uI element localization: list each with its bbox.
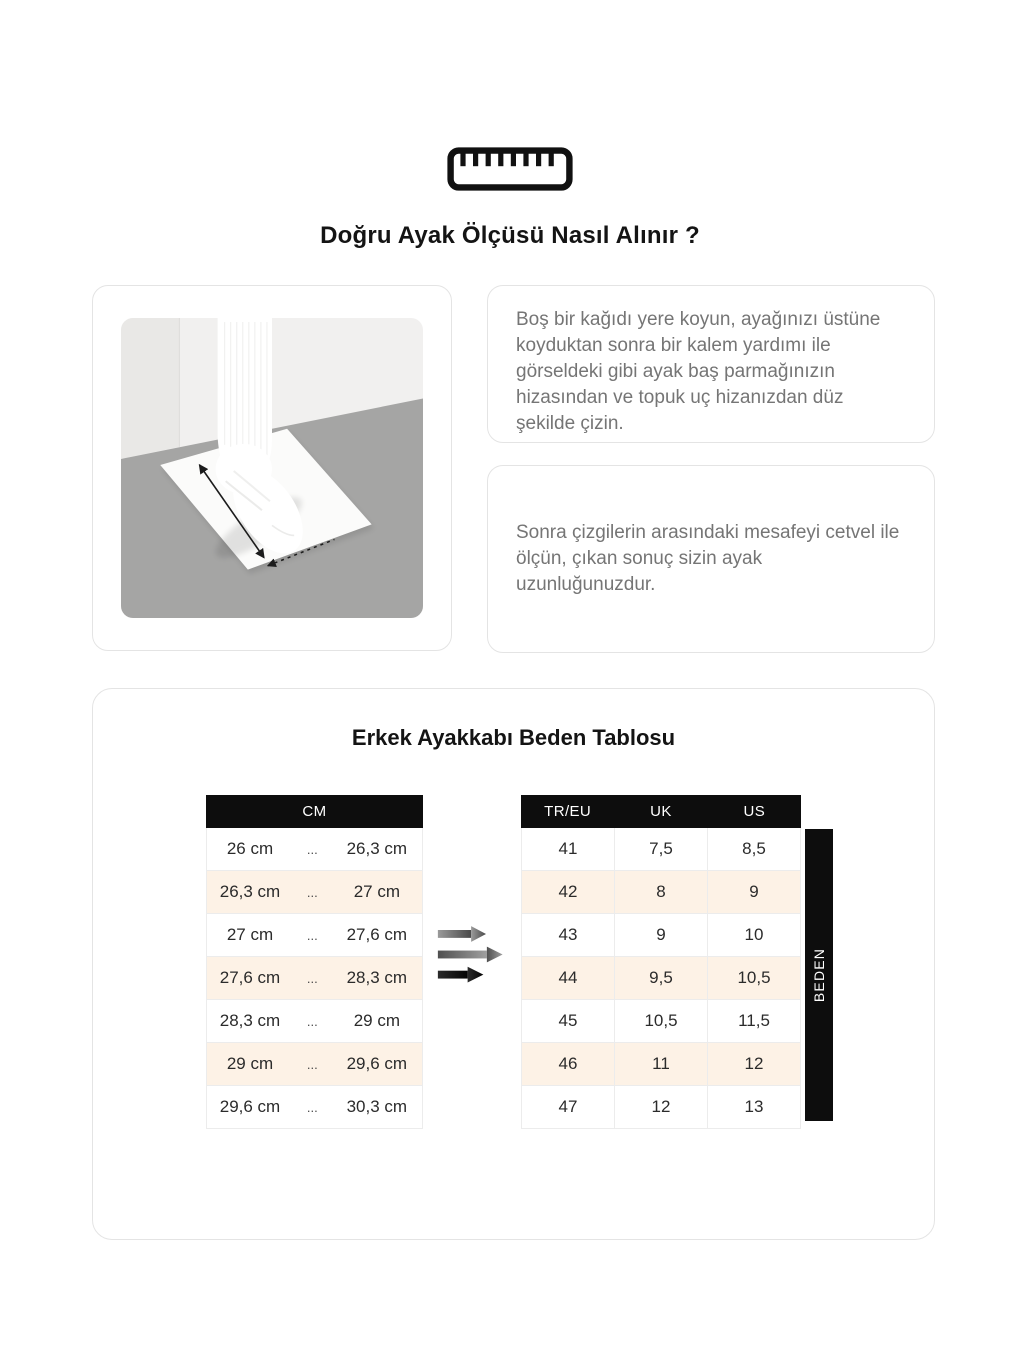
page-title: Doğru Ayak Ölçüsü Nasıl Alınır ? — [320, 222, 700, 249]
cm-table-header — [206, 795, 423, 828]
cm-table-rows — [206, 828, 423, 1129]
cm-to-value: 28,3 cm — [346, 968, 408, 987]
us-value: 9 — [707, 871, 800, 913]
header-tr-eu: TR/EU — [544, 803, 592, 820]
us-value: 8,5 — [707, 828, 800, 870]
tr-eu-value: 47 — [558, 1097, 578, 1116]
cm-from-value: 29 cm — [226, 1054, 274, 1073]
us-value: 10 — [707, 914, 800, 956]
beden-label-text: BEDEN — [811, 947, 828, 1003]
uk-value: 9,5 — [614, 957, 707, 999]
tr-eu-value: 41 — [558, 839, 578, 858]
uk-value: 11 — [614, 1043, 707, 1085]
us-value: 12 — [707, 1043, 800, 1085]
us-value: 11,5 — [707, 1000, 800, 1042]
cm-table-row — [207, 1085, 422, 1128]
beden-side-label — [805, 829, 833, 1121]
cm-table-row — [207, 870, 422, 913]
tr-eu-value: 43 — [558, 925, 578, 944]
cm-from-value: 26 cm — [226, 839, 274, 858]
size-table-rows — [521, 828, 801, 1129]
triple-right-arrows-icon — [423, 795, 521, 986]
size-table-row — [522, 828, 800, 870]
range-separator: ... — [306, 927, 318, 943]
how-to-section — [92, 285, 935, 653]
tr-eu-value: 42 — [558, 882, 578, 901]
step-2-card — [487, 465, 935, 653]
range-separator: ... — [306, 1013, 318, 1029]
cm-to-value: 26,3 cm — [346, 839, 408, 858]
header-us: US — [743, 803, 766, 820]
size-table-header — [521, 795, 801, 828]
cm-table-row — [207, 999, 422, 1042]
header-uk: UK — [650, 803, 672, 820]
cm-to-value: 29 cm — [353, 1011, 400, 1030]
cm-table-row — [207, 956, 422, 999]
step-1-card — [487, 285, 935, 443]
size-conversion-table-wrap — [521, 795, 835, 1129]
uk-value: 10,5 — [614, 1000, 707, 1042]
cm-from-value: 27,6 cm — [219, 968, 281, 987]
range-separator: ... — [306, 1056, 318, 1072]
tr-eu-value: 46 — [558, 1054, 578, 1073]
measurement-photo-card — [92, 285, 452, 651]
foot-on-paper-measurement-photo — [121, 318, 423, 618]
uk-value: 7,5 — [614, 828, 707, 870]
steps-column — [487, 285, 935, 653]
cm-to-value: 27,6 cm — [346, 925, 408, 944]
cm-table — [206, 795, 423, 1129]
uk-value: 9 — [614, 914, 707, 956]
size-table-card — [92, 688, 935, 1240]
cm-table-row — [207, 913, 422, 956]
size-table-row — [522, 870, 800, 913]
step-2-text: Sonra çizgilerin arasındaki mesafeyi cetvel ile ölçün, çıkan sonuç sizin ayak uzunluğunuzdur. — [516, 522, 900, 595]
step-1-text: Boş bir kağıdı yere koyun, ayağınızı üstüne koyduktan sonra bir kalem yardımı ile görseldeki gibi ayak baş parmağınızın hizasından ve topuk uç hizanızdan düz şekilde çizin. — [516, 309, 881, 434]
range-separator: ... — [306, 884, 318, 900]
cm-from-value: 27 cm — [226, 925, 274, 944]
range-separator: ... — [306, 970, 318, 986]
size-table-row — [522, 956, 800, 999]
cm-from-value: 26,3 cm — [219, 882, 281, 901]
size-tables — [206, 795, 934, 1129]
us-value: 13 — [707, 1086, 800, 1128]
size-table-row — [522, 1042, 800, 1085]
cm-to-value: 29,6 cm — [346, 1054, 408, 1073]
cm-from-value: 29,6 cm — [219, 1097, 281, 1116]
size-conversion-table — [521, 795, 801, 1129]
size-section-title: Erkek Ayakkabı Beden Tablosu — [351, 725, 676, 750]
range-separator: ... — [306, 1099, 318, 1115]
uk-value: 8 — [614, 871, 707, 913]
uk-value: 12 — [614, 1086, 707, 1128]
us-value: 10,5 — [707, 957, 800, 999]
tr-eu-value: 44 — [558, 968, 578, 987]
size-table-row — [522, 1085, 800, 1128]
size-table-row — [522, 999, 800, 1042]
tr-eu-value: 45 — [558, 1011, 578, 1030]
cm-to-value: 27 cm — [353, 882, 400, 901]
ruler-icon — [0, 147, 1020, 191]
size-table-row — [522, 913, 800, 956]
cm-from-value: 28,3 cm — [219, 1011, 281, 1030]
cm-table-row — [207, 828, 422, 870]
cm-header-label: CM — [302, 803, 327, 820]
cm-table-row — [207, 1042, 422, 1085]
range-separator: ... — [306, 841, 318, 857]
cm-to-value: 30,3 cm — [346, 1097, 408, 1116]
